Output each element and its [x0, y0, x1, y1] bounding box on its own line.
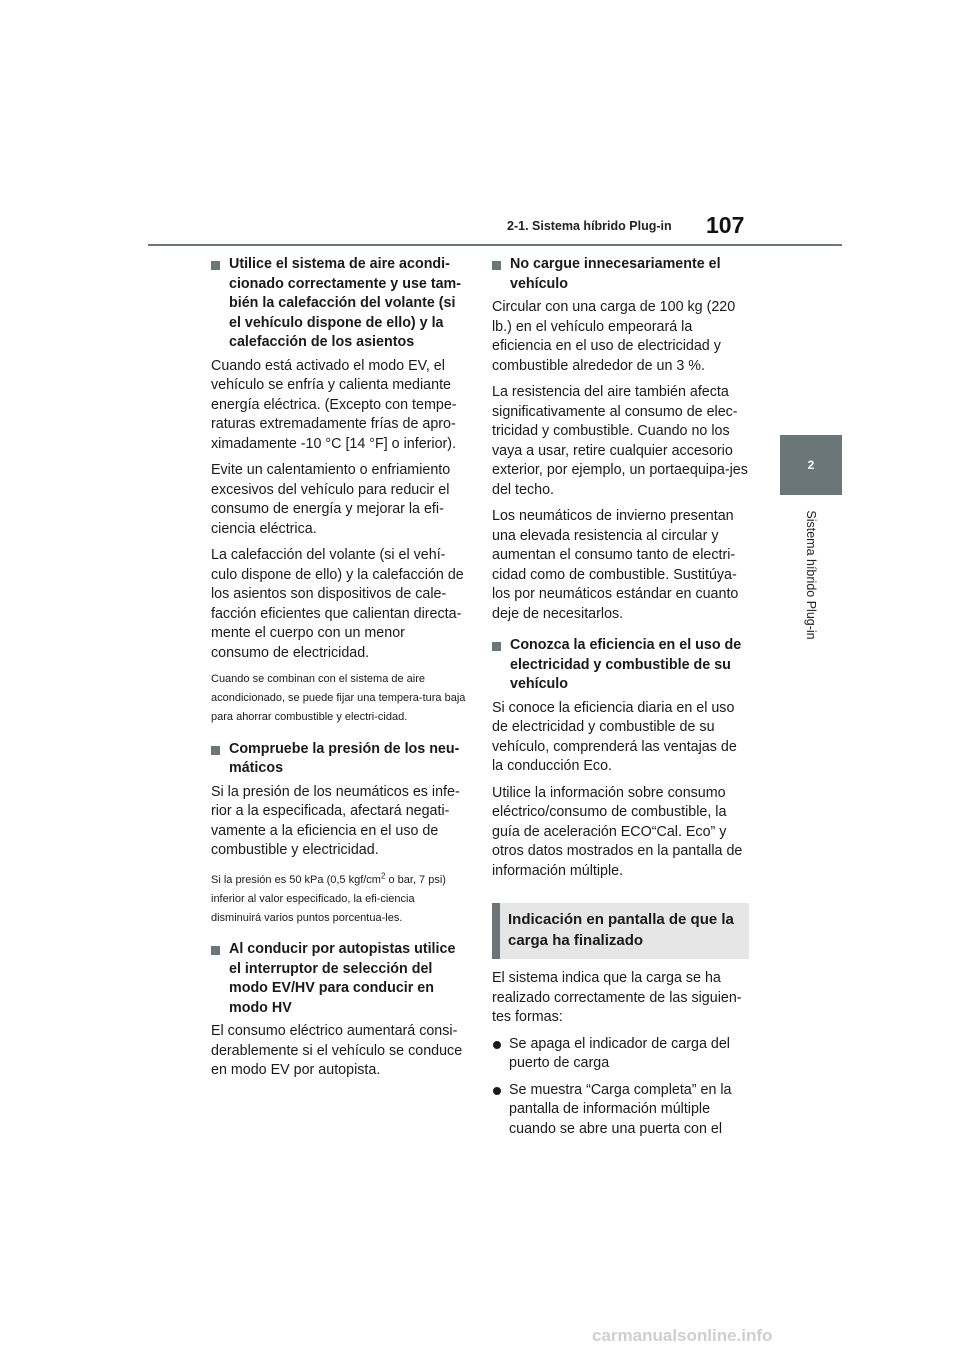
square-bullet-icon: [211, 746, 220, 755]
list-item-text: Se apaga el indicador de carga del puerto de carga: [509, 1035, 730, 1071]
page-number: 107: [706, 212, 745, 238]
section-heading: [492, 255, 749, 294]
note-part: Si la presión es 50 kPa (0,5 kgf/cm: [211, 873, 381, 886]
list-item-text: Se muestra “Carga completa” en la pantalla de información múltiple cuando se abre una puerta con el: [509, 1081, 732, 1137]
dot-bullet-icon: [493, 1041, 501, 1049]
right-column: [492, 255, 749, 1146]
square-bullet-icon: [211, 946, 220, 955]
dot-bullet-icon: [493, 1087, 501, 1095]
paragraph: La calefacción del volante (si el vehí-culo dispone de ello) y la calefacción de los asientos son dispositivos de cale-facción eficientes que calientan directa-mente el cuerpo con un menor consumo de electricidad.: [211, 547, 464, 661]
list-item: [492, 1035, 749, 1074]
chapter-number: 2: [807, 458, 815, 472]
square-bullet-icon: [211, 261, 220, 270]
section-heading: [211, 255, 466, 353]
section-heading: [492, 636, 749, 695]
paragraph: Circular con una carga de 100 kg (220 lb.) en el vehículo empeorará la eficiencia en el uso de electricidad y combustible alrededor de un 3 %.: [492, 299, 736, 374]
header-divider: [148, 244, 842, 246]
square-bullet-icon: [492, 642, 501, 651]
paragraph: Si conoce la eficiencia diaria en el uso de electricidad y combustible de su vehículo, comprenderá las ventajas de la conducción Eco.: [492, 699, 737, 774]
paragraph: Si la presión de los neumáticos es infe-rior a la especificada, afectará negati-vamente a la eficiencia en el uso de combustible y electricidad.: [211, 783, 460, 859]
section-air-conditioning: [211, 255, 466, 728]
paragraph: El consumo eléctrico aumentará consi-derablemente si el vehículo se conduce en modo EV por autopista.: [211, 1023, 463, 1079]
square-bullet-icon: [492, 261, 501, 270]
section-highway-mode: [211, 940, 466, 1081]
paragraph: Evite un calentamiento o enfriamiento excesivos del vehículo para reducir el consumo de energía y mejorar la efi-ciencia eléctrica.: [211, 462, 451, 537]
heading-text: Compruebe la presión de los neu-máticos: [229, 740, 460, 777]
note-part: o bar, 7 psi) inferior al valor especificado, la efi-ciencia disminuirá varios puntos porcentua-les.: [211, 873, 446, 925]
heading-text: No cargue innecesariamente el vehículo: [510, 256, 721, 292]
section-vehicle-load: [492, 255, 749, 624]
paragraph: Los neumáticos de invierno presentan una elevada resistencia al circular y aumentan el consumo tanto de electri-cidad como de combustible. Sustitúya-los por neumáticos estándar en cuanto deje de necesitarlos.: [492, 508, 739, 622]
charge-complete-title-box: Indicación en pantalla de que la carga ha finalizado: [492, 903, 749, 959]
section-heading: [211, 940, 466, 1018]
chapter-side-label: Sistema híbrido Plug-in: [804, 510, 818, 640]
heading-text: Conozca la eficiencia en el uso de electricidad y combustible de su vehículo: [510, 637, 742, 692]
section-efficiency: [492, 636, 749, 881]
note-text: Cuando se combinan con el sistema de aire acondicionado, se puede fijar una tempera-tura baja para ahorrar combustible y electri-cidad.: [211, 673, 466, 724]
paragraph: La resistencia del aire también afecta significativamente al consumo de elec-tricidad y combustible. Cuando no los vaya a usar, retire cualquier accesorio exterior, por ejemplo, un portaequipa-jes del techo.: [492, 384, 748, 498]
paragraph: El sistema indica que la carga se ha realizado correctamente de las siguien-tes formas:: [492, 970, 742, 1025]
note-superscript: 2: [380, 870, 386, 880]
heading-text: Al conducir por autopistas utilice el interruptor de selección del modo EV/HV para conducir en modo HV: [229, 941, 456, 1016]
paragraph: Cuando está activado el modo EV, el vehículo se enfría y calienta mediante energía eléctrica. (Excepto con tempe-raturas extremadamente frías de apro-ximadamente -10 °C [14 °F] o inferior).: [211, 357, 457, 452]
section-title: 2-1. Sistema híbrido Plug-in: [507, 219, 672, 233]
section-tire-pressure: [211, 740, 466, 929]
section-heading: [211, 740, 466, 779]
watermark: carmanualsonline.info: [592, 1326, 773, 1345]
left-column: [211, 255, 466, 1088]
paragraph: Utilice la información sobre consumo eléctrico/consumo de combustible, la guía de aceleración ECO“Cal. Eco” y otros datos mostrados en la pantalla de información múltiple.: [492, 784, 743, 879]
chapter-tab: [780, 435, 842, 495]
note-text: [211, 871, 466, 929]
heading-text: Utilice el sistema de aire acondi-cionado correctamente y use tam-bién la calefacción del volante (si el vehículo dispone de ello) y la calefacción de los asientos: [229, 256, 462, 350]
list-item: [492, 1081, 749, 1140]
